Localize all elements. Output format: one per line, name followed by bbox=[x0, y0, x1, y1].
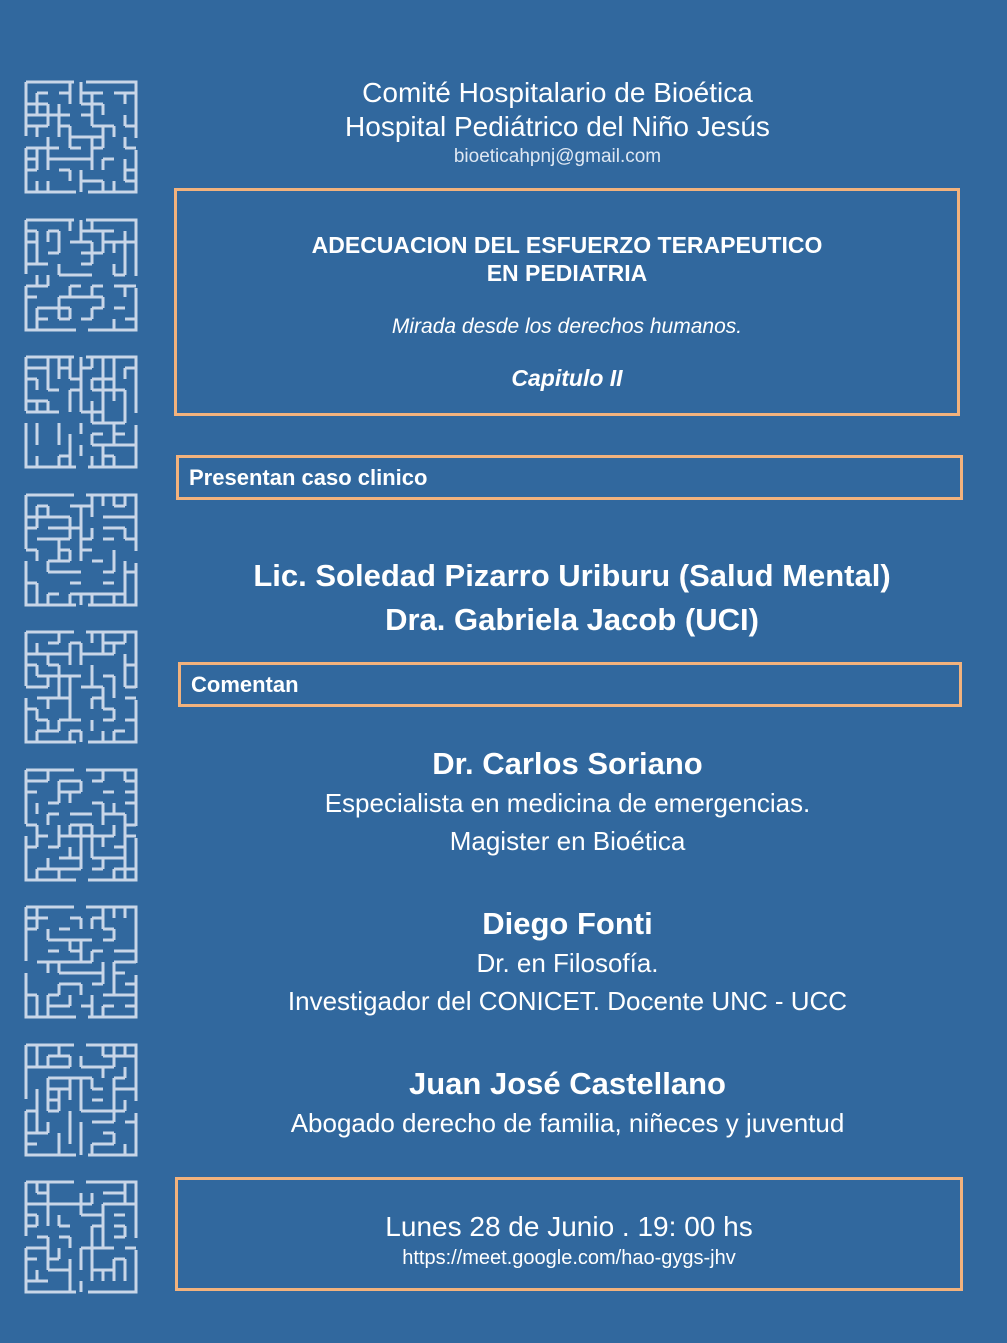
contact-email: bioeticahpnj@gmail.com bbox=[453, 146, 662, 167]
commentator-desc: Magister en Bioética bbox=[449, 826, 686, 856]
event-subtitle: Mirada desde los derechos humanos. bbox=[391, 315, 743, 338]
commentator-name: Juan José Castellano bbox=[408, 1066, 726, 1101]
hospital-name: Hospital Pediátrico del Niño Jesús bbox=[345, 111, 770, 142]
commentator-name: Dr. Carlos Soriano bbox=[432, 746, 703, 781]
maze-icon bbox=[22, 353, 140, 471]
comment-label: Comentan bbox=[191, 671, 299, 697]
commentator-desc: Abogado derecho de familia, niñeces y juventud bbox=[290, 1108, 845, 1138]
committee-name: Comité Hospitalario de Bioética bbox=[362, 77, 753, 108]
present-label-box bbox=[176, 455, 963, 500]
maze-icon bbox=[22, 628, 140, 746]
presenters bbox=[180, 554, 964, 642]
presenter-1: Lic. Soledad Pizarro Uriburu (Salud Mental) bbox=[253, 558, 891, 593]
maze-icon bbox=[22, 216, 140, 334]
presenter-2: Dra. Gabriela Jacob (UCI) bbox=[385, 602, 759, 637]
event-title-line1: ADECUACION DEL ESFUERZO TERAPEUTICO bbox=[311, 232, 823, 258]
commentator-1 bbox=[170, 744, 965, 860]
maze-icon bbox=[22, 1178, 140, 1296]
comment-label-box bbox=[178, 662, 962, 707]
maze-icon bbox=[22, 903, 140, 1021]
event-info-box bbox=[175, 1177, 963, 1291]
event-date: Lunes 28 de Junio . 19: 00 hs bbox=[385, 1211, 753, 1242]
maze-icon bbox=[22, 78, 140, 196]
commentator-desc: Especialista en medicina de emergencias. bbox=[324, 788, 811, 818]
commentator-desc: Dr. en Filosofía. bbox=[476, 948, 659, 978]
meeting-link[interactable]: https://meet.google.com/hao-gygs-jhv bbox=[402, 1247, 736, 1269]
present-label: Presentan caso clinico bbox=[189, 464, 428, 490]
commentator-desc: Investigador del CONICET. Docente UNC - UCC bbox=[287, 986, 848, 1016]
commentator-2 bbox=[170, 904, 965, 1020]
chapter-label: Capitulo II bbox=[511, 365, 623, 391]
header bbox=[160, 76, 955, 170]
maze-icon bbox=[22, 491, 140, 609]
maze-icon bbox=[22, 1041, 140, 1159]
maze-icon bbox=[22, 766, 140, 884]
commentator-3 bbox=[170, 1064, 965, 1142]
event-title bbox=[177, 231, 957, 287]
event-title-line2: EN PEDIATRIA bbox=[486, 260, 648, 286]
commentator-name: Diego Fonti bbox=[482, 906, 653, 941]
title-box bbox=[174, 188, 960, 416]
